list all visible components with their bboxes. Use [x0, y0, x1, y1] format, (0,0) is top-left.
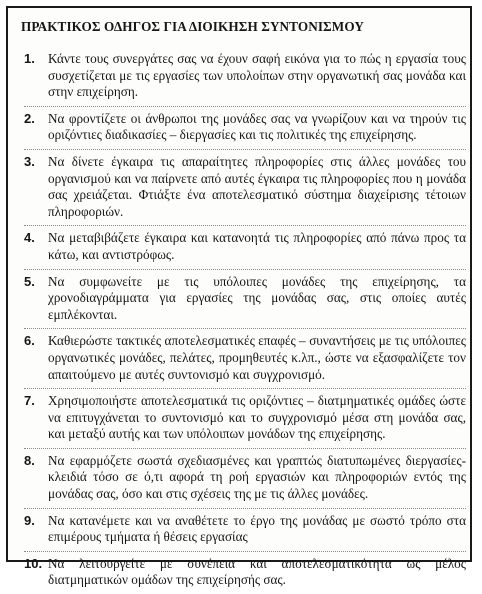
item-number: 7.: [24, 393, 35, 409]
item-number: 8.: [24, 452, 35, 468]
item-text: Να λειτουργείτε με συνέπεια και αποτελεσματικότητα ως μέλος διατμηματικών ομάδων της επιχείρησής σας.: [48, 555, 466, 588]
item-text: Να συμφωνείτε με τις υπόλοιπες μονάδες της επιχείρησης, τα χρονοδιαγράμματα για εργασίες της μονάδας σας, στις οποίες αυτές εμπλέκονται.: [48, 273, 466, 322]
item-number: 1.: [24, 51, 35, 66]
item-text: Καθιερώστε τακτικές αποτελεσματικές επαφές – συναντήσεις με τις υπόλοιπες οργανωτικές μονάδες, πελάτες, προμηθευτές κ.λπ., ώστε να εξασφαλίζετε τον απαιτούμενο με αυτές συντονισμό και συγχρονισμό.: [48, 333, 466, 382]
item-number: 6.: [24, 333, 35, 349]
item-text: Να μεταβιβάζετε έγκαιρα και κατανοητά τις πληροφορίες από πάνω προς τα κάτω, και αντιστρόφως.: [48, 230, 466, 262]
item-number: 4.: [24, 230, 35, 246]
item-number: 3.: [24, 153, 35, 169]
item-number: 5.: [24, 273, 35, 289]
item-number: 9.: [24, 512, 35, 528]
list-item: [24, 508, 466, 551]
list-item: [24, 388, 466, 448]
item-text: Κάντε τους συνεργάτες σας να έχουν σαφή εικόνα για το πώς η εργασία τους συσχετίζεται με τις εργασίες των υπολοίπων στην οργανωτική σας μονάδα και στην επιχείρηση.: [48, 51, 466, 100]
list-item: [24, 328, 466, 388]
list-item: [24, 149, 466, 225]
item-number: 10.: [24, 555, 43, 571]
item-text: Να δίνετε έγκαιρα τις απαραίτητες πληροφορίες στις άλλες μονάδες του οργανισμού και να παίρνετε από αυτές έγκαιρα τις πληροφορίες που η μονάδα σας χρειάζεται. Φτιάξτε ένα αποτελεσματικό σύστημα διαχείρισης τέτοιων πληροφοριών.: [48, 153, 466, 219]
list-item: [24, 225, 466, 268]
guide-box: [6, 6, 472, 588]
guide-list: [24, 51, 466, 594]
list-item: [24, 448, 466, 508]
list-item: [24, 51, 466, 106]
list-item: [24, 551, 466, 594]
item-text: Να εφαρμόζετε σωστά σχεδιασμένες και γραπτώς διατυπωμένες διεργασίες-κλειδιά τόσο σε ό,τι αφορά τη ροή εργασιών και πληροφοριών εντός της μονάδας σας, όσο και στις σχέσεις της με τις άλλες μονάδες.: [48, 452, 466, 502]
item-text: Να φροντίζετε οι άνθρωποι της μονάδες σας να γνωρίζουν και να τηρούν τις οριζόντιες διαδικασίες – διεργασίες και τις πολιτικές της επιχείρησης.: [48, 110, 466, 143]
list-item: [24, 106, 466, 149]
item-text: Χρησιμοποιήστε αποτελεσματικά τις οριζόντιες – διατμηματικές ομάδες ώστε να επιτυγχάνεται το συντονισμό και το συγχρονισμό μέσα στη μονάδα σας, και μεταξύ αυτής και των υπόλοιπων μονάδων της επιχείρησης.: [48, 393, 466, 442]
document-title: ΠΡΑΚΤΙΚΟΣ ΟΔΗΓΟΣ ΓΙΑ ΔΙΟΙΚΗΣΗ ΣΥΝΤΟΝΙΣΜΟΥ: [21, 19, 364, 34]
list-item: [24, 269, 466, 329]
item-number: 2.: [24, 110, 35, 126]
item-text: Να κατανέμετε και να αναθέτετε το έργο της μονάδας με σωστό τρόπο στα επιμέρους τμήματα ή θέσεις εργασίας: [48, 512, 466, 545]
